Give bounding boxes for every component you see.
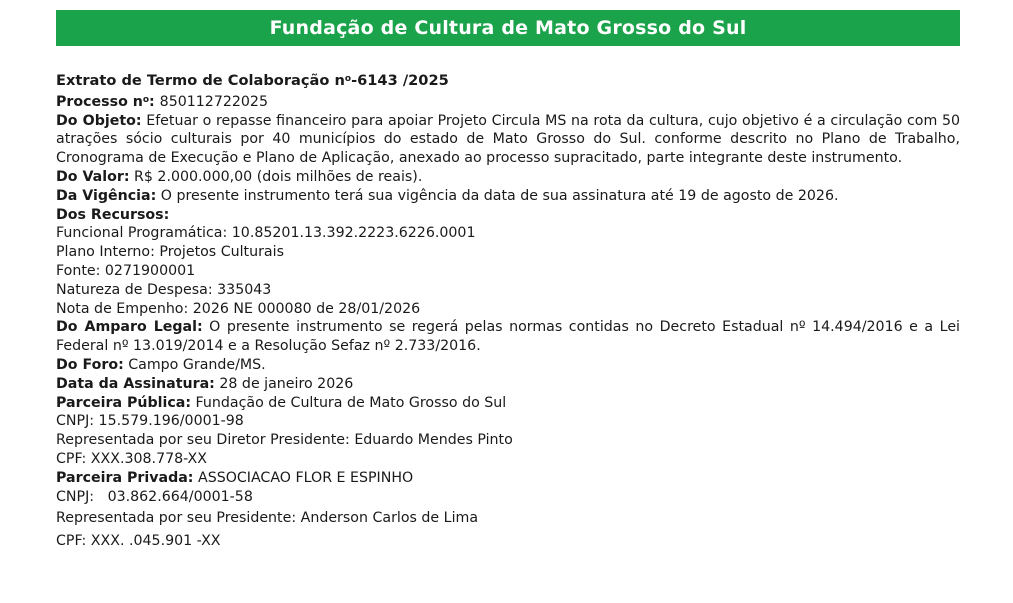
foro-line bbox=[56, 356, 960, 375]
parceira-publica-representante: Representada por seu Diretor Presidente: Eduardo Mendes Pinto bbox=[56, 432, 513, 449]
recursos-item-fonte: Fonte: 0271900001 bbox=[56, 262, 196, 279]
recursos-label: Dos Recursos: bbox=[56, 206, 170, 223]
amparo-label: Do Amparo Legal: bbox=[56, 319, 203, 336]
vigencia-line bbox=[56, 187, 960, 206]
parceira-publica-value: Fundação de Cultura de Mato Grosso do Sul bbox=[191, 394, 507, 411]
parceira-publica-cnpj: CNPJ: 15.579.196/0001-98 bbox=[56, 413, 244, 430]
extrato-title-prefix: Extrato de Termo de Colaboração n bbox=[56, 72, 345, 89]
amparo-paragraph bbox=[56, 318, 960, 356]
parceira-privada-value: ASSOCIACAO FLOR E ESPINHO bbox=[193, 469, 414, 486]
parceira-publica-cpf: CPF: XXX.308.778-XX bbox=[56, 450, 207, 467]
objeto-label: Do Objeto: bbox=[56, 112, 142, 129]
parceira-publica-line bbox=[56, 394, 960, 413]
parceira-privada-cpf: CPF: XXX. .045.901 -XX bbox=[56, 533, 221, 550]
objeto-text: Efetuar o repasse financeiro para apoiar Projeto Circula MS na rota da cultura, cujo objetivo é a circulação com 50 atrações sócio culturais por 40 municípios do estado de Mato Grosso do Sul. conforme descrito no Plano de Trabalho, Cronograma de Execução e Plano de Aplicação, anexado ao processo supracitado, parte integrante deste instrumento. bbox=[56, 112, 961, 167]
recursos-item-empenho: Nota de Empenho: 2026 NE 000080 de 28/01/2026 bbox=[56, 300, 421, 317]
parceira-privada-line bbox=[56, 469, 960, 488]
extrato-title-number: -6143 /2025 bbox=[351, 72, 449, 89]
parceira-privada-representante: Representada por seu Presidente: Anderson Carlos de Lima bbox=[56, 510, 479, 527]
processo-value: 850112722025 bbox=[159, 93, 268, 110]
parceira-privada-cnpj: CNPJ: 03.862.664/0001-58 bbox=[56, 488, 253, 505]
recursos-item-natureza: Natureza de Despesa: 335043 bbox=[56, 281, 272, 298]
objeto-paragraph bbox=[56, 112, 960, 168]
processo-label: Processo n bbox=[56, 93, 143, 110]
valor-label: Do Valor: bbox=[56, 168, 130, 185]
vigencia-value: O presente instrumento terá sua vigência da data de sua assinatura até 19 de agosto de 2026. bbox=[156, 187, 839, 204]
valor-value: R$ 2.000.000,00 (dois milhões de reais). bbox=[129, 168, 423, 185]
parceira-publica-label: Parceira Pública: bbox=[56, 394, 192, 411]
processo-line bbox=[56, 91, 960, 112]
header-title: Fundação de Cultura de Mato Grosso do Sul bbox=[269, 17, 747, 39]
foro-label: Do Foro: bbox=[56, 356, 124, 373]
extrato-title-sup: o bbox=[344, 74, 352, 84]
foro-value: Campo Grande/MS. bbox=[123, 356, 266, 373]
extrato-title bbox=[56, 70, 960, 91]
recursos-item-funcional: Funcional Programática: 10.85201.13.392.2223.6226.0001 bbox=[56, 225, 476, 242]
amparo-text: O presente instrumento se regerá pelas normas contidas no Decreto Estadual nº 14.494/2016 e a Lei Federal nº 13.019/2014 e a Resolução Sefaz nº 2.733/2016. bbox=[56, 319, 960, 355]
processo-label-sup: o bbox=[142, 94, 150, 105]
valor-line bbox=[56, 168, 960, 187]
document-body bbox=[56, 70, 960, 551]
vigencia-label: Da Vigência: bbox=[56, 187, 157, 204]
recursos-item-plano-interno: Plano Interno: Projetos Culturais bbox=[56, 244, 284, 261]
parceira-privada-label: Parceira Privada: bbox=[56, 469, 194, 486]
assinatura-value: 28 de janeiro 2026 bbox=[214, 375, 354, 392]
processo-label-colon: : bbox=[149, 93, 160, 110]
assinatura-line bbox=[56, 375, 960, 394]
header-bar bbox=[56, 10, 960, 46]
assinatura-label: Data da Assinatura: bbox=[56, 375, 215, 392]
